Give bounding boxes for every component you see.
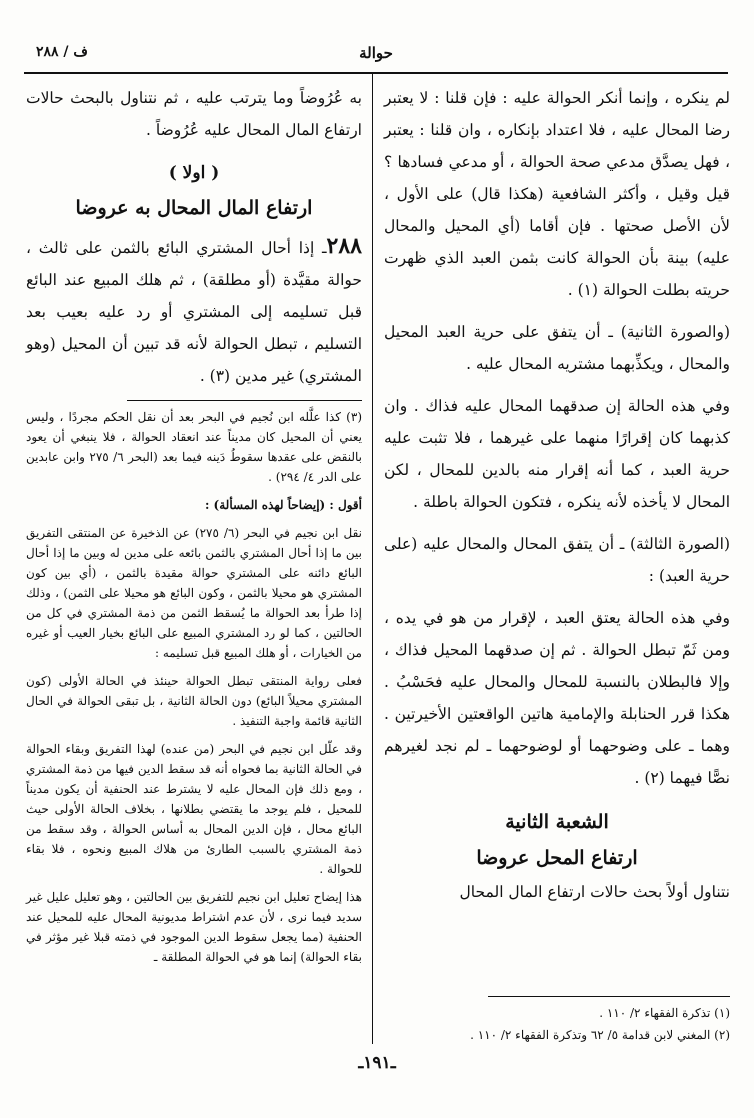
footnote-3: (٣) كذا علَّله ابن نُجيم في البحر بعد أن نقل الحكم مجردًا ، وليس يعني أن المحيل كان مديناً عند انعقاد الحوالة ، فلا ينبغي أن يعود بالنقض على عقدها سقوطُ دَينه فيما بعد (البحر ٦/ ٢٧٥ وابن عابدين على الدر ٤/ ٢٩٤) . [26,410,362,484]
footnote-3-heading: أقول : (إيضاحاً لهذه المسألة) : [204,498,362,512]
footnote-3-para-d: فعلى رواية المنتقى تبطل الحوالة حينئذ في الحالة الأولى (كون المشتري محيلاً البائع) دون الحالة الثانية ، بل تبقى الحوالة في الحال الثانية قائمة واجبة التنفيذ . [26,674,362,728]
right-column [384,82,730,908]
section-subtitle: ارتفاع المحل عروضا [476,847,638,869]
paragraph-number: ٢٨٨ [326,233,362,259]
running-header [24,40,728,70]
right-paragraph-4: (الصورة الثالثة) ـ أن يتفق المحال والمحال عليه (على حرية العبد) : [384,535,730,585]
left-paragraph-2-text: ـ إذا أحال المشتري البائع بالثمن على ثالث ، حوالة مقيَّدة (أو مطلقة) ، ثم هلك المبيع عند البائع قبل تسليمه إلى المشتري أو رد عليه بعيب بعد التسليم ، تبطل الحوالة لأنه قد تبين أن المحيل (وهو المشتري) غير مدين (٣) . [26,239,362,385]
right-paragraph-6: نتناول أولاً بحث حالات ارتفاع المال المحال [459,883,730,901]
footnote-rule [127,400,362,401]
heading-title: ارتفاع المال المحال به عروضا [75,197,313,219]
right-paragraph-5: وفي هذه الحالة يعتق العبد ، لإقرار من هو في يده ، ومن ثَمّ تبطل الحوالة . ثم إن صدقهما المحيل فذاك ، وإلا فالبطلان بالنسبة للمحال والمحال عليه فحَسْبُ . هكذا قرر الحنابلة والإمامية هاتين الواقعتين الأخيرتين . وهما ـ على وضوحهما أو لوضوحهما ـ لم نجد لغيرهم نصًّا فيهما (٢) . [384,609,730,787]
header-rule [24,72,728,74]
footnote-1: (١) تذكرة الفقهاء ٢/ ١١٠ . [599,1006,730,1020]
column-divider [372,74,373,1044]
page-number: ـ١٩١ـ [358,1053,396,1073]
bottom-footnote-rule [488,996,730,997]
section-title: الشعبة الثانية [505,811,609,833]
right-paragraph-2: (والصورة الثانية) ـ أن يتفق على حرية العبد المحيل والمحال ، ويكذِّبهما مشتريه المحال عليه . [384,323,730,373]
left-paragraph-2 [26,230,362,392]
header-page-ref: ف / ٢٨٨ [36,44,88,60]
left-paragraph-1: به عُرُوضاً وما يترتب عليه ، ثم نتناول بالبحث حالات ارتفاع المال المحال عليه عُرُوضاً . [26,89,362,139]
footnote-3-para-e: وقد علّل ابن نجيم في البحر (من عنده) لهذا التفريق وبقاء الحوالة في الحالة الثانية بما فحواه أنه قد سقط الدين فيها من ذمة المشتري ، ومع ذلك فإن المحال عليه لا يشترط عند الحنفية أن يكون مديناً للمحيل ، فلم يوجد ما يقتضي بطلانها ، بخلاف الحالة الأولى حيث البائع محال ، فإن الدين المحال به أساس الحوالة ، وقد سقط من ذمة المشتري بالسبب الطارئ من هلاك المبيع ونحوه ، فلا بقاء للحوالة . [26,742,362,876]
left-column [26,82,362,967]
header-title: حوالة [359,44,393,62]
right-paragraph-3: وفي هذه الحالة إن صدقهما المحال عليه فذاك . وان كذبهما كان إقرارًا منهما على غيرهما ، فلا تثبت عليه حرية العبد ، كما أنه إقرار منه بالدين للمحال ، لكن المحال لا يأخذه لأنه ينكره ، فتكون الحوالة باطلة . [384,397,730,511]
heading-first: ( اولا ) [168,163,220,183]
bottom-footnotes [384,988,730,1045]
footnote-2: (٢) المغني لابن قدامة ٥/ ٦٢ وتذكرة الفقهاء ٢/ ١١٠ . [470,1028,730,1042]
footnote-3-para-c: نقل ابن نجيم في البحر (٦/ ٢٧٥) عن الذخيرة عن المنتقى التفريق بين ما إذا أحال المشتري بالثمن بائعه على مدين له وبين ما إذا أحال البائع دائنه على المشتري حوالة مقيدة بالثمن ، (أي بين كون المشتري هو محيلا بالثمن ، وكون البائع هو محيلا على الثمن) ، وذلك إذا طرأ بعد الحوالة ما يُسقط الثمن من ذمة المشتري في كل من الحالتين ، كما لو رد المشتري المبيع على البائع بخيار العيب أو غيره من الخيارات ، أو هلك المبيع قبل تسليمه : [26,526,362,660]
right-paragraph-1: لم ينكره ، وإنما أنكر الحوالة عليه : فإن قلنا : لا يعتبر رضا المحال عليه ، فلا اعتداد بإنكاره ، وان قلنا : يعتبر ، فهل يصدَّق مدعي صحة الحوالة ، أو مدعي فسادها ؟ قيل وقيل ، وأكثر الشافعية (هكذا قال) على الأول ، لأن الأصل صحتها . فإن أقاما (أي المحيل والمحال عليه) بينة بأن الحوالة كانت بثمن العبد الذي ظهرت حريته بطلت الحوالة (١) . [384,89,730,299]
footnote-3-para-f: هذا إيضاح تعليل ابن نجيم للتفريق بين الحالتين ، وهو تعليل عليل غير سديد فيما نرى ، لأن عدم اشتراط مديونية المحال عليه للمحيل عند الحنفية (مما يجعل سقوط الدين الموجود في ذمته قبلا غير مؤثر في بقاء الحوالة) إنما هو في الحوالة المطلقة ـ [26,890,363,964]
